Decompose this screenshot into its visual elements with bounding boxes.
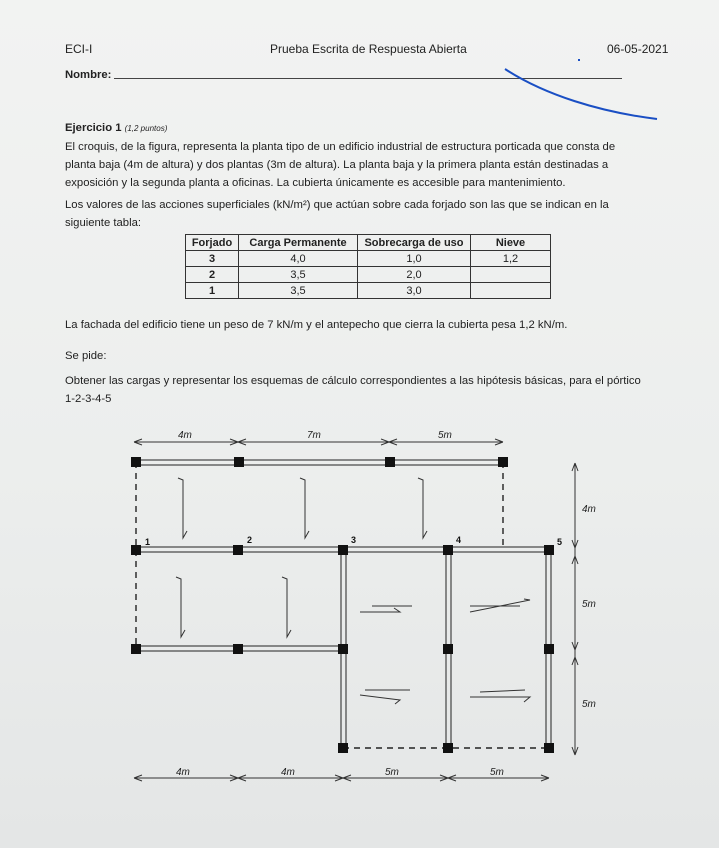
dim-bottom-1: 4m	[176, 767, 190, 778]
table-cell: 2,0	[358, 267, 471, 283]
node-label-4: 4	[456, 535, 462, 545]
node-label-1: 1	[145, 537, 151, 547]
table-cell: 1,2	[471, 251, 551, 267]
node-labels	[145, 535, 562, 547]
exercise-title-text: Ejercicio 1	[65, 122, 122, 134]
dim-right-1: 4m	[582, 504, 596, 515]
table-cell: 1,0	[358, 251, 471, 267]
dim-top-3: 5m	[438, 430, 452, 441]
text-line: exposición y la segunda planta a oficinas. La cubierta únicamente es accesible para mantenimiento.	[65, 177, 566, 189]
table-cell: 2	[186, 267, 239, 283]
dim-top-2: 7m	[307, 430, 321, 441]
table-cell: 3,5	[239, 267, 358, 283]
exercise-points: (1,2 puntos)	[124, 124, 168, 133]
course-code: ECI-I	[65, 42, 93, 56]
paragraph-facade: La fachada del edificio tiene un peso de 7 kN/m y el antepecho que cierra la cubierta pesa 1,2 kN/m.	[65, 319, 568, 331]
exam-title: Prueba Escrita de Respuesta Abierta	[270, 42, 467, 56]
dimension-labels	[176, 430, 596, 778]
dim-right-3: 5m	[582, 699, 596, 710]
text-line: El croquis, de la figura, representa la planta tipo de un edificio industrial de estructura porticada que consta de	[65, 141, 616, 153]
dim-bottom-2: 4m	[281, 767, 295, 778]
text-line: 1-2-3-4-5	[65, 393, 112, 405]
table-cell: 3,5	[239, 283, 358, 299]
table-cell: 4,0	[239, 251, 358, 267]
table-cell: 1	[186, 283, 239, 299]
text-line: siguiente tabla:	[65, 217, 141, 229]
column-header: Sobrecarga de uso	[358, 235, 471, 251]
text-line: Obtener las cargas y representar los esquemas de cálculo correspondientes a las hipótesis básicas, para el pórtico	[65, 375, 641, 387]
column-header: Forjado	[186, 235, 239, 251]
table-cell: 3	[186, 251, 239, 267]
node-label-5: 5	[557, 537, 563, 547]
column-header: Carga Permanente	[239, 235, 358, 251]
paragraph-task-label: Se pide:	[65, 350, 107, 362]
name-label: Nombre:	[65, 69, 112, 81]
structure-lines	[135, 460, 551, 748]
exam-date: 06-05-2021	[607, 42, 669, 56]
dim-right-2: 5m	[582, 599, 596, 610]
dim-top-1: 4m	[178, 430, 192, 441]
column-header: Nieve	[471, 235, 551, 251]
node-label-2: 2	[247, 535, 253, 545]
dimension-lines	[134, 439, 578, 781]
slab-span-arrows	[176, 478, 530, 704]
dim-bottom-3: 5m	[385, 767, 399, 778]
pen-stroke	[505, 69, 657, 119]
dim-bottom-4: 5m	[490, 767, 504, 778]
node-label-3: 3	[351, 535, 357, 545]
column-nodes	[131, 457, 554, 753]
text-line: Los valores de las acciones superficiales (kN/m²) que actúan sobre cada forjado son las que se indican en la	[65, 199, 609, 211]
table-cell: 3,0	[358, 283, 471, 299]
text-line: planta baja (4m de altura) y dos plantas (3m de altura). La planta baja y la primera planta están destinadas a	[65, 159, 609, 171]
